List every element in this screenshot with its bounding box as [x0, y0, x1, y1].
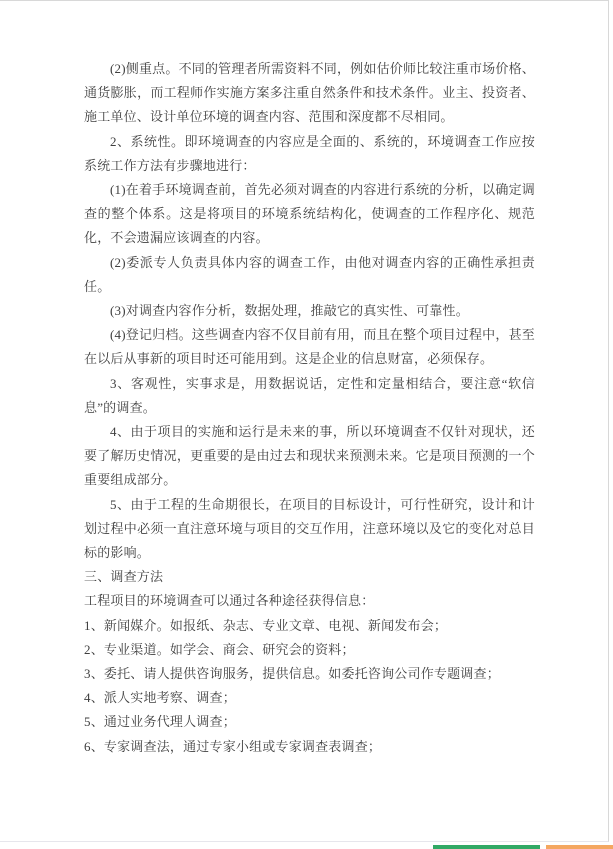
- paragraph: (2)侧重点。不同的管理者所需资料不同，例如估价师比较注重市场价格、通货膨胀，而工程师作实施方案多注重自然条件和技术条件。业主、投资者、施工单位、设计单位环境的调查内容、范围和深度都不尽相同。: [84, 61, 535, 125]
- list-item: 4、派人实地考察、调查；: [84, 690, 236, 706]
- list-item: 3、委托、请人提供咨询服务，提供信息。如委托咨询公司作专题调查；: [84, 666, 500, 682]
- numbered-paragraph: 5、由于工程的生命期很长，在项目的目标设计，可行性研究，设计和计划过程中必须一直注意环境与项目的交互作用，注意环境以及它的变化对总目标的影响。: [84, 496, 535, 561]
- numbered-paragraph: 4、由于项目的实施和运行是未来的事，所以环境调查不仅针对现状，还要了解历史情况，更重要的是由过去和现状来预测未来。它是项目预测的一个重要组成部分。: [84, 424, 535, 488]
- sub-paragraph: (2)委派专人负责具体内容的调查工作，由他对调查内容的正确性承担责任。: [84, 254, 535, 294]
- sub-paragraph: (4)登记归档。这些调查内容不仅目前有用，而且在整个项目过程中，甚至在以后从事新的项目时还可能用到。这是企业的信息财富，必须保存。: [84, 327, 535, 367]
- orange-bar: [546, 845, 613, 849]
- sub-paragraph: (1)在着手环境调查前，首先必须对调查的内容进行系统的分析，以确定调查的整个体系。这是将项目的环境系统结构化，使调查的工作程序化、规范化，不会遗漏应该调查的内容。: [84, 182, 535, 246]
- list-item: 2、专业渠道。如学会、商会、研究会的资料；: [84, 641, 355, 657]
- numbered-paragraph: 2、系统性。即环境调查的内容应是全面的、系统的，环境调查工作应按系统工作方法有步骤地进行：: [84, 133, 535, 173]
- section-intro: 工程项目的环境调查可以通过各种途径获得信息：: [84, 593, 375, 609]
- list-item: 1、新闻媒介。如报纸、杂志、专业文章、电视、新闻发布会；: [84, 617, 448, 633]
- numbered-paragraph: 3、客观性，实事求是，用数据说话，定性和定量相结合，要注意“软信息”的调查。: [84, 375, 535, 415]
- green-bar: [433, 845, 540, 849]
- list-item: 6、专家调查法，通过专家小组或专家调查表调查；: [84, 738, 382, 754]
- list-item: 5、通过业务代理人调查；: [84, 714, 236, 730]
- sub-paragraph: (3)对调查内容作分析，数据处理，推敲它的真实性、可靠性。: [110, 303, 469, 319]
- section-heading: 三、调查方法: [84, 569, 164, 585]
